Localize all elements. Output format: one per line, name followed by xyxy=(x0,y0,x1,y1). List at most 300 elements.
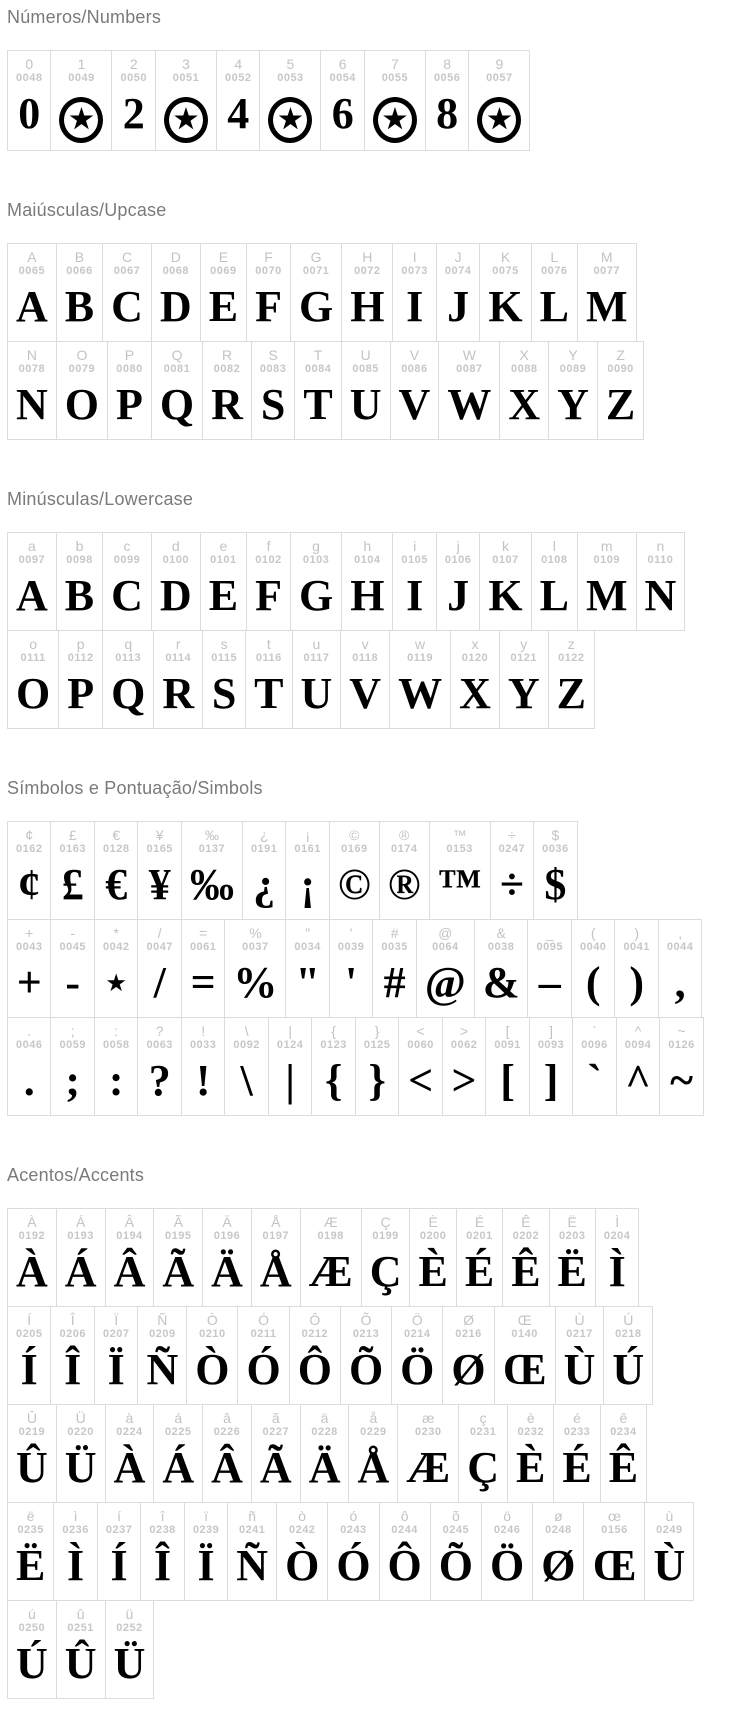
rendered-glyph: T xyxy=(303,380,333,429)
glyph-cell xyxy=(50,822,93,919)
rendered-glyph: Í xyxy=(110,1541,128,1590)
glyph-cell xyxy=(329,822,379,919)
reference-character: D xyxy=(170,249,181,265)
reference-character: 4 xyxy=(234,56,243,72)
reference-character: ~ xyxy=(677,1023,686,1039)
glyph-cell xyxy=(531,533,577,630)
glyph-cell xyxy=(151,533,200,630)
character-code: 0080 xyxy=(116,363,143,375)
reference-character: A xyxy=(27,249,37,265)
character-code: 0163 xyxy=(59,843,86,855)
glyph-cell xyxy=(246,533,290,630)
section-accents xyxy=(7,1164,726,1699)
glyph-cell xyxy=(94,920,137,1017)
character-code: 0230 xyxy=(415,1426,442,1438)
glyph-cell xyxy=(329,920,372,1017)
character-code: 0114 xyxy=(165,652,192,664)
reference-character: Í xyxy=(27,1312,32,1328)
reference-character: ¢ xyxy=(25,827,34,843)
reference-character: R xyxy=(221,347,233,363)
glyph-cell xyxy=(50,920,93,1017)
character-code: 0153 xyxy=(446,843,473,855)
glyph-cell xyxy=(348,1405,397,1502)
glyph-cell xyxy=(577,533,636,630)
glyph-cell xyxy=(361,1209,410,1306)
glyph-cell xyxy=(8,533,56,630)
character-code: 0041 xyxy=(623,941,650,953)
glyph-cell xyxy=(479,244,530,341)
reference-character: Á xyxy=(76,1214,86,1230)
character-code: 0241 xyxy=(238,1524,266,1536)
glyph-cell xyxy=(529,1018,572,1115)
glyph-cell xyxy=(8,1503,53,1600)
character-code: 0228 xyxy=(311,1426,338,1438)
glyph-cell xyxy=(8,1209,56,1306)
rendered-glyph: Ç xyxy=(467,1443,500,1492)
reference-character: T xyxy=(313,347,323,363)
rendered-glyph: S xyxy=(211,669,237,718)
rendered-glyph: Ñ xyxy=(236,1541,269,1590)
character-code: 0128 xyxy=(102,843,130,855)
glyph-row xyxy=(7,630,595,729)
glyph-row xyxy=(7,243,637,342)
reference-character: ® xyxy=(399,827,410,843)
section-title: Minúsculas/Lowercase xyxy=(7,489,194,509)
glyph-cell xyxy=(416,920,474,1017)
rendered-glyph: I xyxy=(406,282,424,331)
glyph-cell xyxy=(474,920,528,1017)
character-code: 0044 xyxy=(666,941,694,953)
reference-character: 9 xyxy=(495,56,504,72)
character-code: 0219 xyxy=(18,1426,46,1438)
character-code: 0071 xyxy=(302,265,330,277)
glyph-cell xyxy=(572,1018,615,1115)
character-code: 0037 xyxy=(242,941,269,953)
rendered-glyph: G xyxy=(298,282,334,331)
rendered-glyph: Ê xyxy=(511,1247,541,1296)
glyph-row xyxy=(7,1404,647,1503)
circled-star-glyph: ★ xyxy=(268,97,312,143)
rendered-glyph: H xyxy=(350,282,385,331)
character-code: 0236 xyxy=(62,1524,89,1536)
reference-character: ÷ xyxy=(508,827,516,843)
rendered-glyph: Ë xyxy=(16,1541,46,1590)
glyph-cell xyxy=(430,1503,481,1600)
rendered-glyph: # xyxy=(383,958,406,1007)
character-code: 0103 xyxy=(302,554,330,566)
rendered-glyph: Ç xyxy=(369,1247,402,1296)
reference-character: Ì xyxy=(615,1214,620,1230)
character-code: 0074 xyxy=(444,265,472,277)
circled-star-glyph: ★ xyxy=(164,97,208,143)
reference-character: è xyxy=(526,1410,535,1426)
reference-character: ) xyxy=(634,925,640,941)
character-code: 0239 xyxy=(192,1524,220,1536)
rendered-glyph: W xyxy=(447,380,492,429)
rendered-glyph: Ü xyxy=(64,1443,97,1492)
rendered-glyph: R xyxy=(211,380,243,429)
reference-character: Ó xyxy=(258,1312,270,1328)
character-code: 0248 xyxy=(545,1524,572,1536)
glyph-cell xyxy=(285,822,328,919)
rendered-glyph: Õ xyxy=(438,1541,474,1590)
character-code: 0246 xyxy=(493,1524,521,1536)
rendered-glyph: Ê xyxy=(608,1443,639,1492)
rendered-glyph: < xyxy=(408,1056,434,1105)
character-code: 0050 xyxy=(120,72,147,84)
circled-star-glyph: ★ xyxy=(477,97,521,143)
reference-character: F xyxy=(264,249,273,265)
reference-character: h xyxy=(363,538,372,554)
glyph-cell xyxy=(202,1209,251,1306)
glyph-cell xyxy=(292,631,341,728)
character-code: 0068 xyxy=(162,265,190,277)
rendered-glyph: Ò xyxy=(285,1541,320,1590)
character-code: 0201 xyxy=(466,1230,493,1242)
reference-character: [ xyxy=(505,1023,510,1039)
rendered-glyph: ‰ xyxy=(189,860,234,909)
rendered-glyph: Ñ xyxy=(146,1345,179,1394)
reference-character: v xyxy=(361,636,369,652)
glyph-cell xyxy=(390,342,439,439)
reference-character: k xyxy=(502,538,509,554)
reference-character: œ xyxy=(607,1508,622,1524)
rendered-glyph: , xyxy=(674,958,686,1007)
reference-character: 7 xyxy=(391,56,399,72)
glyph-cell xyxy=(153,1405,202,1502)
character-code: 0140 xyxy=(511,1328,538,1340)
glyph-cell xyxy=(268,1018,311,1115)
character-map-sections xyxy=(7,6,726,1699)
character-code: 0202 xyxy=(512,1230,540,1242)
character-code: 0079 xyxy=(68,363,96,375)
rendered-glyph: G xyxy=(298,571,334,620)
reference-character: ø xyxy=(554,1508,563,1524)
reference-character: Q xyxy=(171,347,183,363)
reference-character: ú xyxy=(27,1606,36,1622)
character-code: 0156 xyxy=(601,1524,628,1536)
glyph-cell xyxy=(442,1307,493,1404)
character-code: 0104 xyxy=(354,554,381,566)
section-lowercase xyxy=(7,488,726,729)
glyph-cell xyxy=(340,631,389,728)
character-code: 0206 xyxy=(59,1328,86,1340)
glyph-cell xyxy=(155,51,216,150)
glyph-row xyxy=(7,1306,653,1405)
rendered-glyph: Ø xyxy=(451,1345,486,1394)
reference-character: \ xyxy=(244,1023,249,1039)
section-rows xyxy=(7,532,726,729)
character-code: 0124 xyxy=(276,1039,304,1051)
reference-character: $ xyxy=(551,827,560,843)
character-code: 0125 xyxy=(363,1039,391,1051)
character-code: 0045 xyxy=(59,941,86,953)
glyph-cell xyxy=(379,1503,430,1600)
character-code: 0059 xyxy=(59,1039,86,1051)
rendered-glyph: Œ xyxy=(502,1345,547,1394)
rendered-glyph: É xyxy=(562,1443,592,1492)
rendered-glyph: $ xyxy=(544,860,567,909)
glyph-cell xyxy=(181,920,224,1017)
character-code: 0083 xyxy=(259,363,287,375)
character-code: 0089 xyxy=(559,363,587,375)
rendered-glyph: ~ xyxy=(670,1056,693,1105)
glyph-cell xyxy=(8,1307,50,1404)
glyph-cell xyxy=(398,1018,441,1115)
rendered-glyph: Ã xyxy=(162,1247,195,1296)
reference-character: á xyxy=(174,1410,183,1426)
glyph-cell xyxy=(245,631,291,728)
rendered-glyph: ? xyxy=(148,1056,171,1105)
character-code: 0047 xyxy=(146,941,173,953)
glyph-row xyxy=(7,821,578,920)
reference-character: u xyxy=(312,636,321,652)
character-code: 0110 xyxy=(647,554,674,566)
character-code: 0247 xyxy=(498,843,526,855)
reference-character: Â xyxy=(124,1214,135,1230)
glyph-cell xyxy=(137,822,180,919)
character-code: 0117 xyxy=(303,652,330,664)
reference-character: Ú xyxy=(623,1312,634,1328)
reference-character: @ xyxy=(438,925,453,941)
reference-character: W xyxy=(462,347,476,363)
character-code: 0200 xyxy=(419,1230,447,1242)
reference-character: Y xyxy=(568,347,578,363)
rendered-glyph: / xyxy=(153,958,166,1007)
glyph-row xyxy=(7,532,685,631)
glyph-cell xyxy=(137,1307,186,1404)
rendered-glyph: . xyxy=(23,1056,35,1105)
reference-character: À xyxy=(27,1214,37,1230)
glyph-cell xyxy=(532,1503,583,1600)
glyph-row xyxy=(7,1502,694,1601)
rendered-glyph: È xyxy=(418,1247,448,1296)
character-code: 0095 xyxy=(536,941,563,953)
character-code: 0087 xyxy=(456,363,483,375)
rendered-glyph: ( xyxy=(585,958,601,1007)
rendered-glyph: Ö xyxy=(400,1345,435,1394)
reference-character: 8 xyxy=(443,56,452,72)
glyph-cell xyxy=(485,1018,528,1115)
rendered-glyph: { xyxy=(324,1056,343,1105)
reference-character: £ xyxy=(68,827,77,843)
reference-character: Û xyxy=(26,1410,37,1426)
reference-character: | xyxy=(288,1023,292,1039)
reference-character: p xyxy=(76,636,85,652)
glyph-cell xyxy=(105,1405,154,1502)
reference-character: ë xyxy=(26,1508,35,1524)
glyph-cell xyxy=(481,1503,532,1600)
rendered-glyph: V xyxy=(398,380,431,429)
glyph-cell xyxy=(311,1018,354,1115)
rendered-glyph: S xyxy=(260,380,286,429)
glyph-cell xyxy=(553,1405,599,1502)
character-code: 0067 xyxy=(113,265,141,277)
character-code: 0090 xyxy=(607,363,634,375)
rendered-glyph: Û xyxy=(16,1443,48,1492)
rendered-glyph: Ó xyxy=(246,1345,281,1394)
reference-character: î xyxy=(160,1508,165,1524)
reference-character: é xyxy=(573,1410,581,1426)
rendered-glyph: D xyxy=(159,571,192,620)
glyph-cell xyxy=(456,1209,502,1306)
glyph-row xyxy=(7,1017,704,1116)
reference-character: ü xyxy=(125,1606,134,1622)
circled-star-glyph: ★ xyxy=(59,97,103,143)
rendered-glyph: Ä xyxy=(308,1443,341,1492)
reference-character: j xyxy=(456,538,460,554)
section-uppercase xyxy=(7,199,726,440)
character-code: 0051 xyxy=(172,72,200,84)
glyph-cell xyxy=(200,533,246,630)
glyph-cell xyxy=(494,1307,555,1404)
character-code: 0088 xyxy=(510,363,538,375)
reference-character: Œ xyxy=(517,1312,532,1328)
character-code: 0226 xyxy=(213,1426,241,1438)
glyph-cell xyxy=(341,533,392,630)
character-code: 0199 xyxy=(372,1230,399,1242)
rendered-glyph: > xyxy=(451,1056,477,1105)
rendered-glyph: ^ xyxy=(625,1056,651,1105)
glyph-cell xyxy=(8,51,50,150)
reference-character: Ò xyxy=(206,1312,218,1328)
character-code: 0084 xyxy=(304,363,332,375)
rendered-glyph: © xyxy=(337,860,371,909)
reference-character: + xyxy=(25,925,34,941)
glyph-cell xyxy=(392,533,435,630)
glyph-cell xyxy=(137,1018,180,1115)
reference-character: g xyxy=(312,538,320,554)
reference-character: Õ xyxy=(360,1312,372,1328)
character-code: 0122 xyxy=(558,652,585,664)
glyph-cell xyxy=(111,51,154,150)
reference-character: P xyxy=(124,347,135,363)
reference-character: ç xyxy=(479,1410,487,1426)
glyph-cell xyxy=(300,1405,349,1502)
glyph-cell xyxy=(8,920,50,1017)
rendered-glyph: Ù xyxy=(563,1345,596,1394)
rendered-glyph: - xyxy=(65,958,81,1007)
rendered-glyph: 2 xyxy=(122,89,145,138)
reference-character: Z xyxy=(616,347,625,363)
reference-character: C xyxy=(121,249,133,265)
character-code: 0093 xyxy=(537,1039,565,1051)
reference-character: å xyxy=(369,1410,378,1426)
reference-character: H xyxy=(362,249,373,265)
reference-character: 0 xyxy=(25,56,34,72)
glyph-cell xyxy=(246,244,290,341)
rendered-glyph: Æ xyxy=(308,1247,353,1296)
reference-character: € xyxy=(112,827,121,843)
character-code: 0066 xyxy=(66,265,93,277)
rendered-glyph: B xyxy=(64,282,95,331)
character-code: 0220 xyxy=(67,1426,94,1438)
glyph-cell xyxy=(389,631,450,728)
character-code: 0057 xyxy=(486,72,513,84)
reference-character: ( xyxy=(590,925,596,941)
character-code: 0119 xyxy=(407,652,433,664)
rendered-glyph: Â xyxy=(211,1443,243,1492)
section-rows xyxy=(7,50,726,151)
section-rows xyxy=(7,821,726,1116)
reference-character: ‰ xyxy=(204,827,219,843)
reference-character: U xyxy=(360,347,371,363)
glyph-cell xyxy=(56,533,102,630)
reference-character: & xyxy=(496,925,506,941)
rendered-glyph: Ë xyxy=(557,1247,587,1296)
character-code: 0048 xyxy=(16,72,43,84)
character-code: 0035 xyxy=(381,941,408,953)
character-code: 0165 xyxy=(146,843,173,855)
glyph-cell xyxy=(341,342,390,439)
glyph-cell xyxy=(102,244,151,341)
reference-character: J xyxy=(454,249,462,265)
reference-character: ô xyxy=(400,1508,409,1524)
character-code: 0040 xyxy=(579,941,607,953)
rendered-glyph: Ô xyxy=(387,1541,422,1590)
glyph-cell xyxy=(181,822,242,919)
reference-character: ö xyxy=(503,1508,512,1524)
glyph-cell xyxy=(97,1503,140,1600)
glyph-cell xyxy=(595,1209,638,1306)
character-code: 0109 xyxy=(593,554,620,566)
rendered-glyph: Z xyxy=(556,669,586,718)
reference-character: ã xyxy=(271,1410,280,1426)
glyph-cell xyxy=(300,1209,361,1306)
character-code: 0078 xyxy=(18,363,46,375)
rendered-glyph: À xyxy=(113,1443,146,1492)
reference-character: I xyxy=(412,249,417,265)
reference-character: f xyxy=(266,538,271,554)
section-title: Números/Numbers xyxy=(7,7,162,27)
glyph-cell xyxy=(8,342,56,439)
reference-character: ¿ xyxy=(259,827,269,843)
glyph-cell xyxy=(490,822,533,919)
glyph-cell xyxy=(202,342,251,439)
glyph-cell xyxy=(151,342,202,439)
character-code: 0063 xyxy=(146,1039,173,1051)
character-code: 0070 xyxy=(255,265,282,277)
rendered-glyph: E xyxy=(208,282,239,331)
glyph-cell xyxy=(56,1209,105,1306)
rendered-glyph: I xyxy=(406,571,424,620)
glyph-cell xyxy=(285,920,328,1017)
character-code: 0217 xyxy=(566,1328,593,1340)
rendered-glyph: ¿ xyxy=(253,860,276,909)
rendered-glyph: ' xyxy=(345,958,358,1007)
character-code: 0112 xyxy=(67,652,94,664)
rendered-glyph: ÷ xyxy=(499,860,524,909)
rendered-glyph: ; xyxy=(65,1056,81,1105)
reference-character: Ë xyxy=(567,1214,577,1230)
section-symbols xyxy=(7,777,726,1116)
character-code: 0174 xyxy=(390,843,418,855)
character-code: 0225 xyxy=(164,1426,192,1438)
rendered-glyph: A xyxy=(16,282,48,331)
glyph-cell xyxy=(397,1405,458,1502)
reference-character: z xyxy=(567,636,575,652)
reference-character: Ü xyxy=(75,1410,86,1426)
character-code: 0055 xyxy=(381,72,409,84)
character-code: 0242 xyxy=(288,1524,316,1536)
character-code: 0049 xyxy=(68,72,95,84)
glyph-cell xyxy=(137,920,180,1017)
reference-character: a xyxy=(27,538,36,554)
reference-character: â xyxy=(223,1410,231,1426)
glyph-cell xyxy=(140,1503,183,1600)
rendered-glyph: L xyxy=(539,282,569,331)
rendered-glyph: Î xyxy=(154,1541,172,1590)
